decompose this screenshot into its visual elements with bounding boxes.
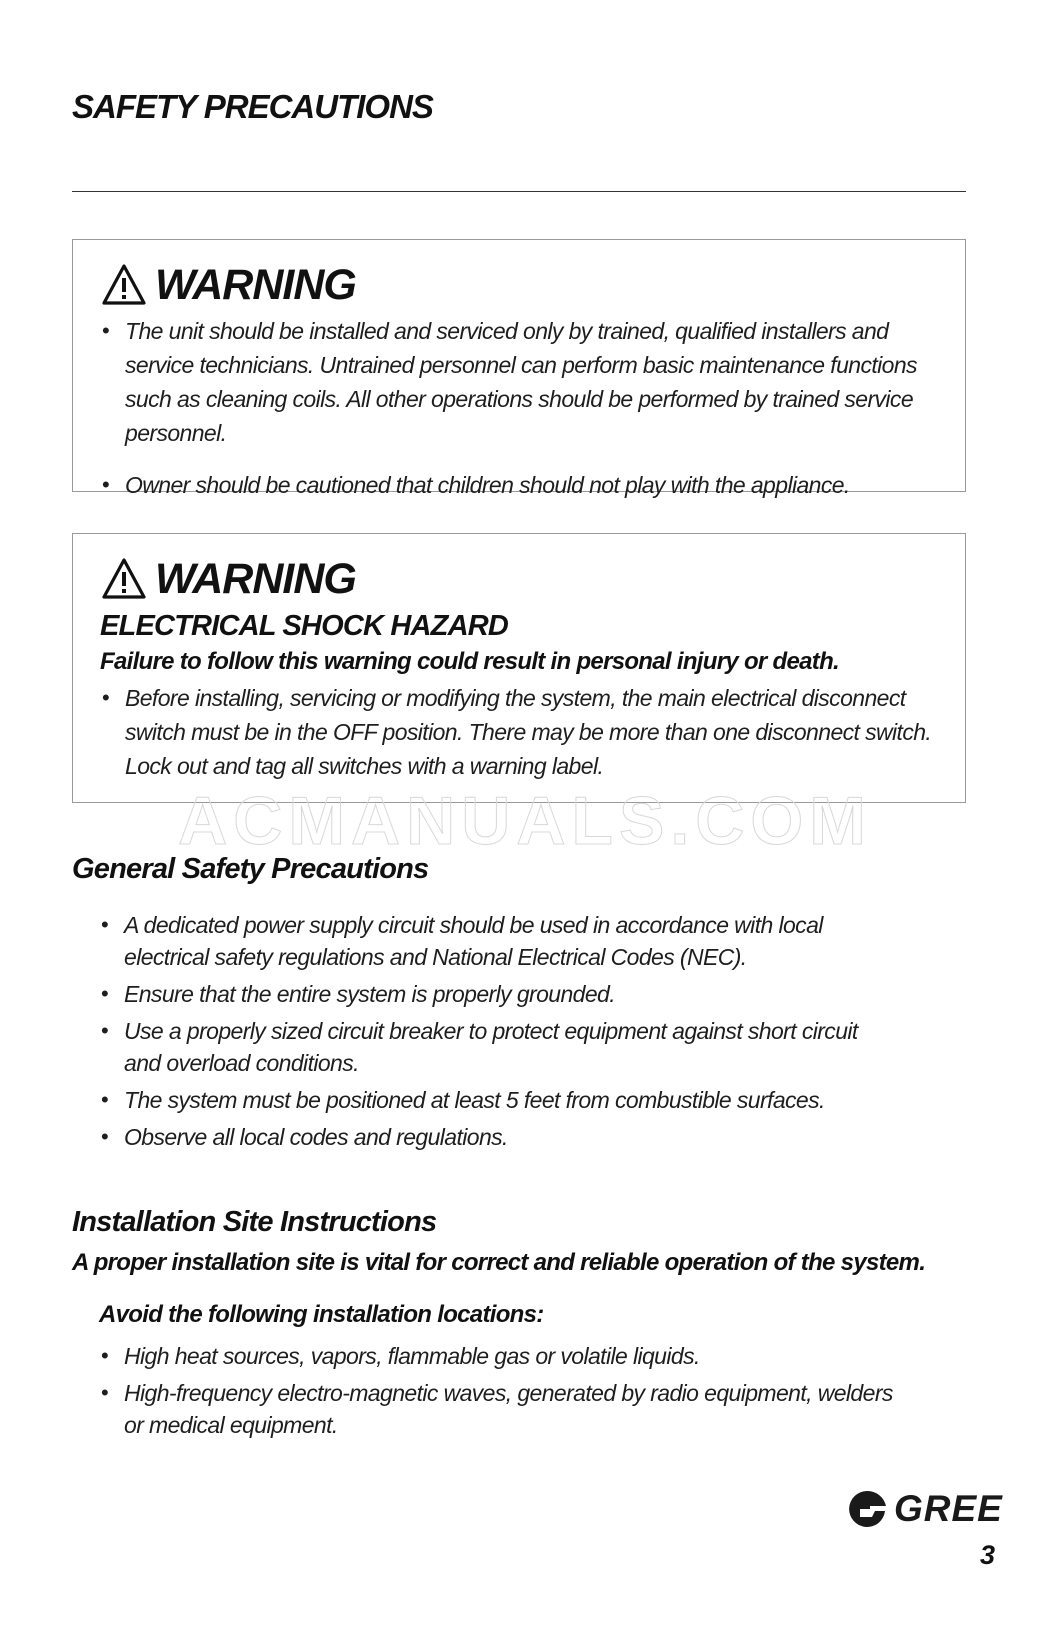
list-item — [99, 1340, 899, 1372]
warning-list — [100, 314, 940, 502]
warning-list — [100, 681, 940, 783]
hazard-subtitle: Failure to follow this warning could result in personal injury or death. — [100, 648, 840, 675]
list-item-text: The unit should be installed and serviced only by trained, qualified installers and service technicians. Untrained personnel can perform basic maintenance functions such as cleaning coils. All other operations should be performed by trained service personnel. — [125, 318, 917, 446]
warning-label: WARNING — [155, 554, 356, 603]
list-item — [99, 909, 899, 973]
section-title-installation: Installation Site Instructions — [72, 1206, 437, 1238]
title-divider — [72, 191, 966, 192]
installation-subtitle: A proper installation site is vital for correct and reliable operation of the system. — [72, 1249, 926, 1276]
list-item-text: A dedicated power supply circuit should be used in accordance with local electrical safety regulations and National Electrical Codes (NEC). — [124, 912, 823, 970]
list-item-text: Owner should be cautioned that children should not play with the appliance. — [125, 472, 850, 498]
bullet-glyph: • — [101, 1380, 109, 1405]
list-item-text: Use a properly sized circuit breaker to protect equipment against short circuit and overload conditions. — [124, 1018, 858, 1076]
list-item — [99, 1015, 899, 1079]
avoid-title: Avoid the following installation locations: — [99, 1301, 544, 1328]
list-item-text: Ensure that the entire system is properly grounded. — [124, 981, 616, 1007]
list-item — [99, 1121, 899, 1153]
brand-logo — [846, 1488, 1003, 1530]
warning-heading — [101, 260, 356, 310]
bullet-glyph: • — [101, 1087, 109, 1112]
list-item-text: High-frequency electro-magnetic waves, generated by radio equipment, welders or medical equipment. — [124, 1380, 893, 1438]
logo-wordmark: GREE — [894, 1488, 1003, 1529]
list-item-text: The system must be positioned at least 5 feet from combustible surfaces. — [124, 1087, 825, 1113]
page-title: SAFETY PRECAUTIONS — [72, 88, 433, 125]
list-item — [99, 1377, 899, 1441]
bullet-glyph: • — [102, 318, 110, 343]
section-title-general: General Safety Precautions — [72, 853, 429, 885]
list-item-text: Before installing, servicing or modifying the system, the main electrical disconnect switch must be in the OFF position. There may be more than one disconnect switch. Lock out and tag all switches with a warning label. — [125, 685, 932, 779]
warning-box-general — [72, 239, 966, 498]
hazard-title: ELECTRICAL SHOCK HAZARD — [100, 610, 509, 642]
general-list — [99, 909, 899, 1158]
warning-triangle-icon — [101, 557, 147, 601]
bullet-glyph: • — [102, 685, 110, 710]
list-item-text: Observe all local codes and regulations. — [124, 1124, 508, 1150]
bullet-glyph: • — [101, 1018, 109, 1043]
warning-triangle-icon — [101, 263, 147, 307]
bullet-glyph: • — [102, 472, 110, 497]
list-item — [99, 1084, 899, 1116]
bullet-glyph: • — [101, 1124, 109, 1149]
watermark: ACMANUALS.COM — [178, 783, 872, 859]
bullet-glyph: • — [101, 912, 109, 937]
list-item-text: High heat sources, vapors, flammable gas or volatile liquids. — [124, 1343, 700, 1369]
warning-box-electrical — [72, 533, 966, 803]
page-number: 3 — [980, 1540, 996, 1570]
bullet-glyph: • — [101, 1343, 109, 1368]
avoid-list — [99, 1340, 899, 1446]
list-item — [99, 978, 899, 1010]
warning-label: WARNING — [155, 260, 356, 309]
list-item — [100, 468, 940, 502]
bullet-glyph: • — [101, 981, 109, 1006]
warning-heading — [101, 554, 356, 604]
list-item — [100, 681, 940, 783]
gree-logo-icon — [846, 1489, 888, 1529]
list-item — [100, 314, 940, 450]
